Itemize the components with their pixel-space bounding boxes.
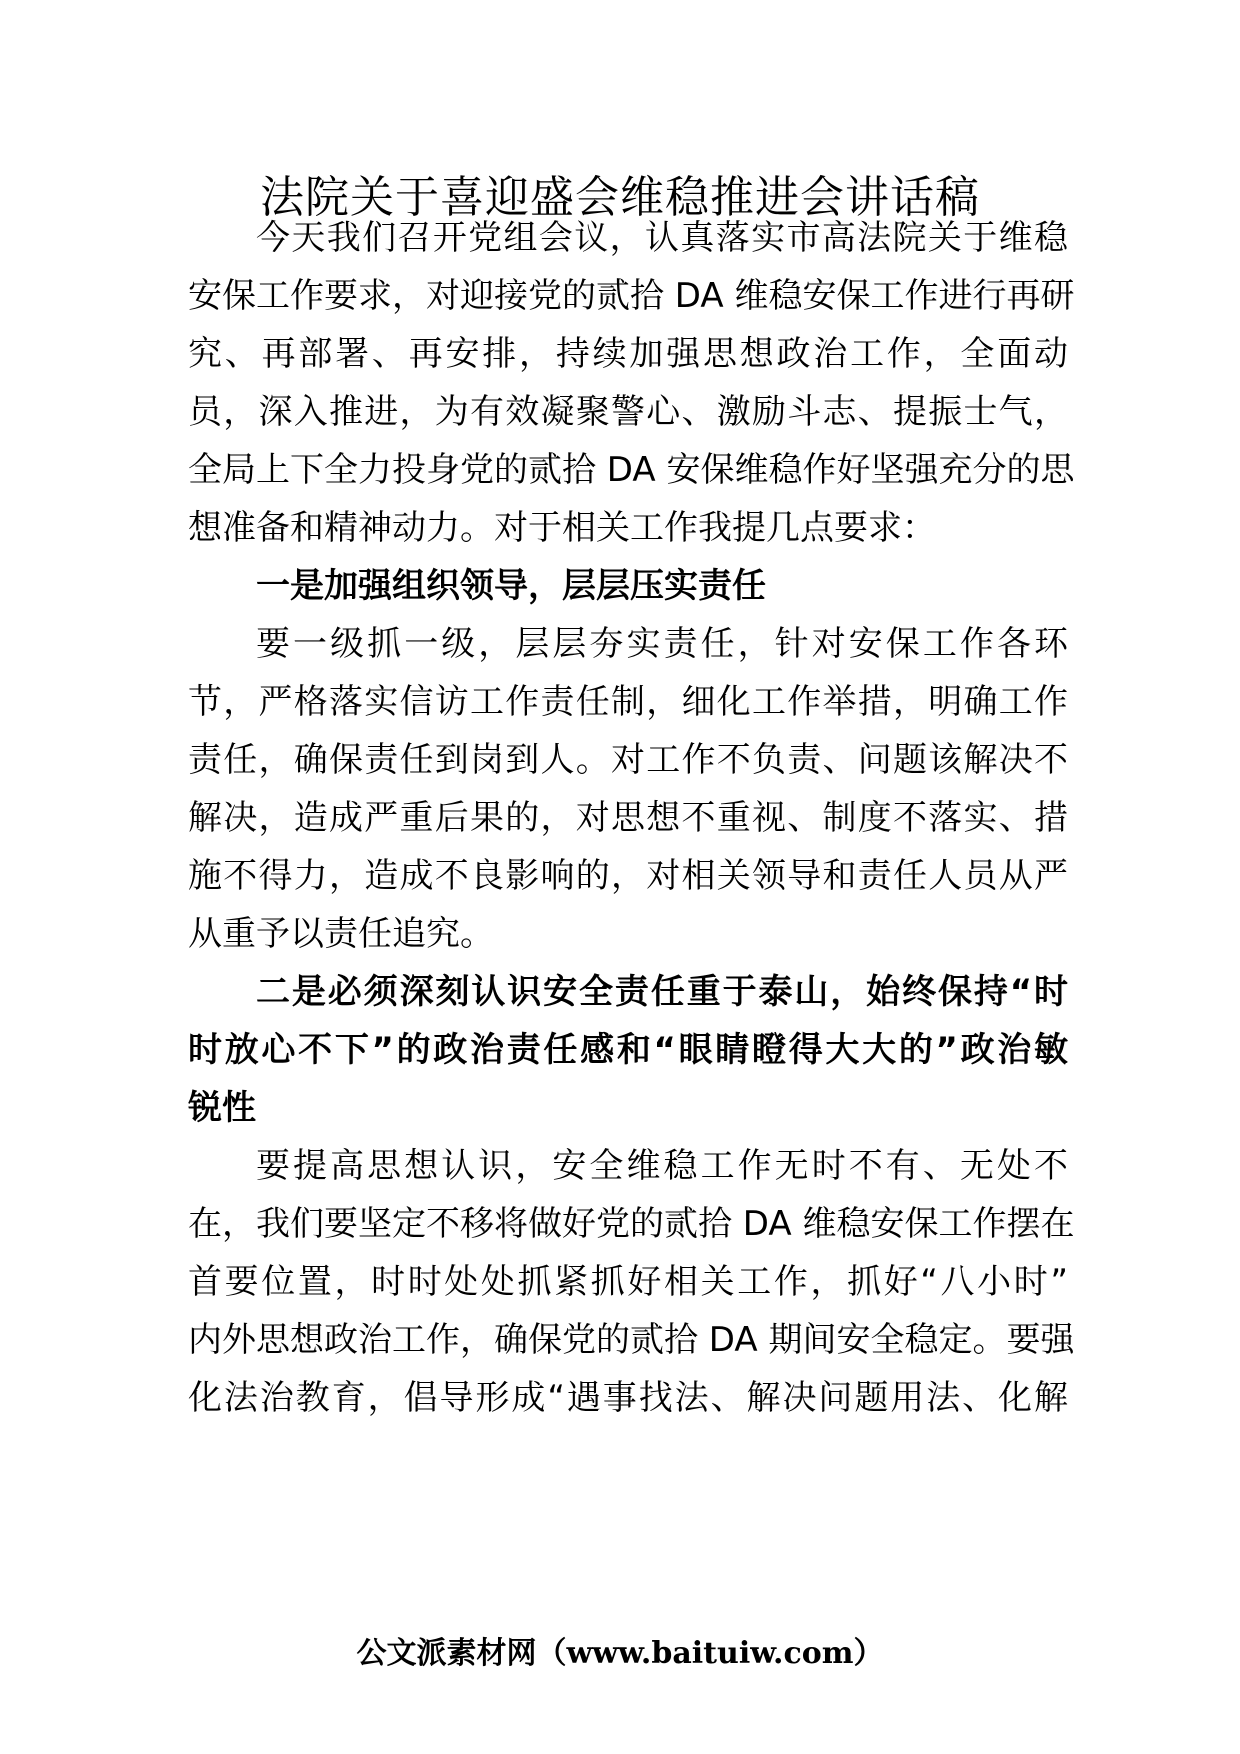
- paragraph-line: 解决，造成严重后果的，对思想不重视、制度不落实、措: [188, 798, 1068, 838]
- paragraph-line: 要提高思想认识，安全维稳工作无时不有、无处不: [256, 1146, 1068, 1186]
- paragraph-line: 内外思想政治工作，确保党的贰拾 DA 期间安全稳定。要强: [188, 1320, 1075, 1360]
- section-heading-1: 一是加强组织领导，层层压实责任: [256, 566, 766, 606]
- paragraph-line: 在，我们要坚定不移将做好党的贰拾 DA 维稳安保工作摆在: [188, 1204, 1075, 1244]
- section-heading-2: 二是必须深刻认识安全责任重于泰山，始终保持“时: [256, 972, 1068, 1012]
- paragraph-line: 安保工作要求，对迎接党的贰拾 DA 维稳安保工作进行再研: [188, 276, 1075, 316]
- paragraph-line: 化法治教育，倡导形成“遇事找法、解决问题用法、化解: [188, 1378, 1068, 1418]
- footer-watermark: 公文派素材网（www.baituiw.com）: [356, 1636, 884, 1671]
- paragraph-line: 施不得力，造成不良影响的，对相关领导和责任人员从严: [188, 856, 1068, 896]
- section-heading-2-line: 锐性: [188, 1088, 256, 1128]
- paragraph-line: 今天我们召开党组会议，认真落实市高法院关于维稳: [256, 218, 1068, 258]
- paragraph-line: 究、再部署、再安排，持续加强思想政治工作，全面动: [188, 334, 1068, 374]
- section-heading-2-line: 时放心不下”的政治责任感和“眼睛瞪得大大的”政治敏: [188, 1030, 1068, 1070]
- paragraph-line: 从重予以责任追究。: [188, 914, 494, 954]
- paragraph-line: 员，深入推进，为有效凝聚警心、激励斗志、提振士气，: [188, 392, 1068, 432]
- document-title: 法院关于喜迎盛会维稳推进会讲话稿: [260, 172, 980, 223]
- paragraph-line: 全局上下全力投身党的贰拾 DA 安保维稳作好坚强充分的思: [188, 450, 1075, 490]
- paragraph-line: 责任，确保责任到岗到人。对工作不负责、问题该解决不: [188, 740, 1068, 780]
- paragraph-line: 要一级抓一级，层层夯实责任，针对安保工作各环: [256, 624, 1068, 664]
- paragraph-line: 节，严格落实信访工作责任制，细化工作举措，明确工作: [188, 682, 1068, 722]
- paragraph-line: 首要位置，时时处处抓紧抓好相关工作，抓好“八小时”: [188, 1262, 1068, 1302]
- paragraph-line: 想准备和精神动力。对于相关工作我提几点要求：: [188, 508, 936, 548]
